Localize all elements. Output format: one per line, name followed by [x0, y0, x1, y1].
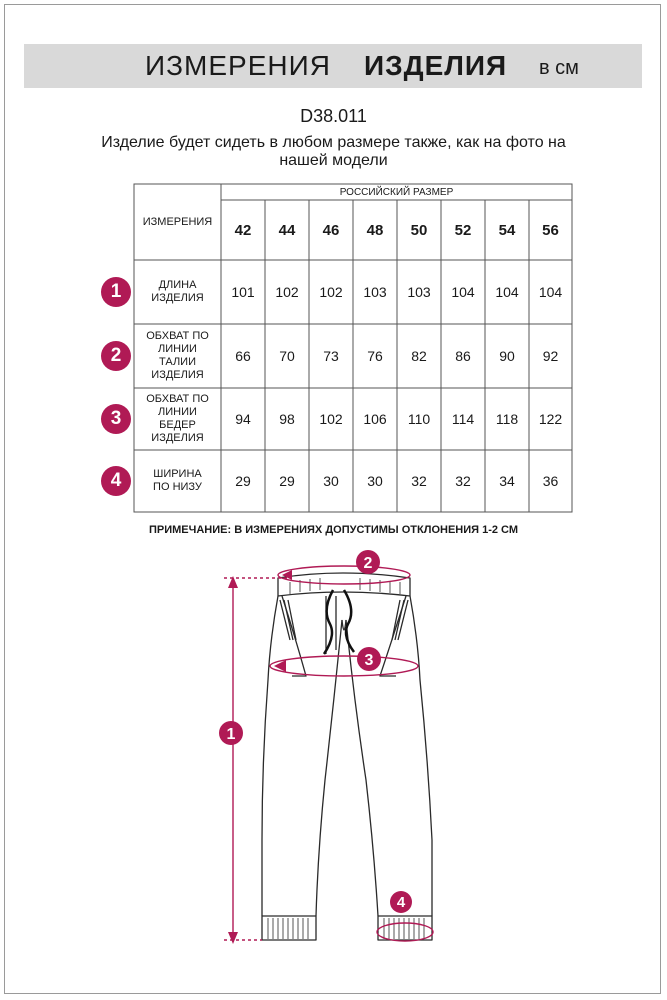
table-cell: 34 [499, 473, 515, 489]
header-title-bold: ИЗДЕЛИЯ [364, 50, 508, 81]
size-group-header: РОССИЙСКИЙ РАЗМЕР [339, 186, 454, 198]
row-label: ОБХВАТ ПО ЛИНИИ БЕДЕР ИЗДЕЛИЯ [146, 393, 209, 444]
corner-label: ИЗМЕРЕНИЯ [142, 215, 213, 228]
row-number-badge: 2 [101, 341, 131, 371]
table-cell: 102 [319, 284, 343, 300]
size-header: 44 [278, 221, 296, 239]
size-header: 54 [498, 221, 516, 239]
marker-4 [390, 891, 412, 913]
row-number-badge: 1 [101, 277, 131, 307]
table-cell: 118 [495, 411, 519, 427]
table-cell: 104 [538, 284, 563, 300]
table-cell: 30 [323, 473, 339, 489]
row-number-badge: 4 [101, 466, 131, 496]
table-cell: 29 [279, 473, 295, 489]
table-cell: 30 [367, 473, 383, 489]
table-cell: 36 [542, 473, 559, 489]
size-header: 52 [454, 221, 472, 239]
marker-1 [219, 721, 243, 745]
fit-subtitle-line-2: нашей модели [279, 152, 388, 169]
table-cell: 110 [407, 411, 431, 427]
row-label: ДЛИНА ИЗДЕЛИЯ [151, 279, 204, 304]
table-cell: 66 [235, 348, 251, 364]
row-label: ОБХВАТ ПО ЛИНИИ ТАЛИИ ИЗДЕЛИЯ [146, 330, 209, 381]
fit-subtitle-line-1: Изделие будет сидеть в любом размере также, как на фото на [101, 134, 566, 151]
size-header: 46 [322, 221, 340, 239]
svg-text:4: 4 [396, 894, 406, 911]
table-cell: 122 [538, 411, 563, 427]
measurement-arrowheads [228, 570, 292, 944]
size-header: 48 [366, 221, 384, 239]
marker-2 [356, 550, 380, 574]
svg-text:3: 3 [364, 652, 374, 669]
product-code: D38.011 [300, 106, 367, 126]
table-cell: 32 [411, 473, 427, 489]
size-header: 50 [410, 221, 428, 239]
marker-3 [357, 647, 381, 671]
table-cell: 98 [279, 411, 295, 427]
table-cell: 101 [231, 284, 255, 300]
table-cell: 103 [407, 284, 431, 300]
pants-diagram [0, 540, 667, 1000]
table-cell: 76 [367, 348, 383, 364]
header-title-regular: ИЗМЕРЕНИЯ [145, 50, 331, 81]
table-cell: 114 [451, 411, 475, 427]
table-cell: 104 [495, 284, 519, 300]
row-label: ШИРИНА ПО НИЗУ [153, 468, 202, 493]
table-cell: 82 [411, 348, 427, 364]
size-header: 42 [234, 221, 252, 239]
table-cell: 106 [363, 411, 387, 427]
table-cell: 29 [235, 473, 251, 489]
table-cell: 102 [275, 284, 299, 300]
svg-text:1: 1 [226, 726, 236, 743]
row-number-badge: 3 [101, 404, 131, 434]
table-cell: 86 [455, 348, 471, 364]
table-cell: 32 [455, 473, 471, 489]
table-cell: 73 [323, 348, 339, 364]
table-cell: 103 [363, 284, 387, 300]
tolerance-note: ПРИМЕЧАНИЕ: В ИЗМЕРЕНИЯХ ДОПУСТИМЫ ОТКЛОНЕНИЯ 1-2 СМ [148, 524, 519, 536]
header-unit: в см [539, 57, 579, 79]
table-cell: 92 [542, 348, 559, 364]
table-cell: 102 [319, 411, 343, 427]
table-cell: 104 [451, 284, 475, 300]
table-cell: 94 [235, 411, 251, 427]
table-cell: 90 [499, 348, 515, 364]
size-header: 56 [542, 221, 559, 239]
svg-text:2: 2 [363, 555, 373, 572]
table-cell: 70 [279, 348, 295, 364]
